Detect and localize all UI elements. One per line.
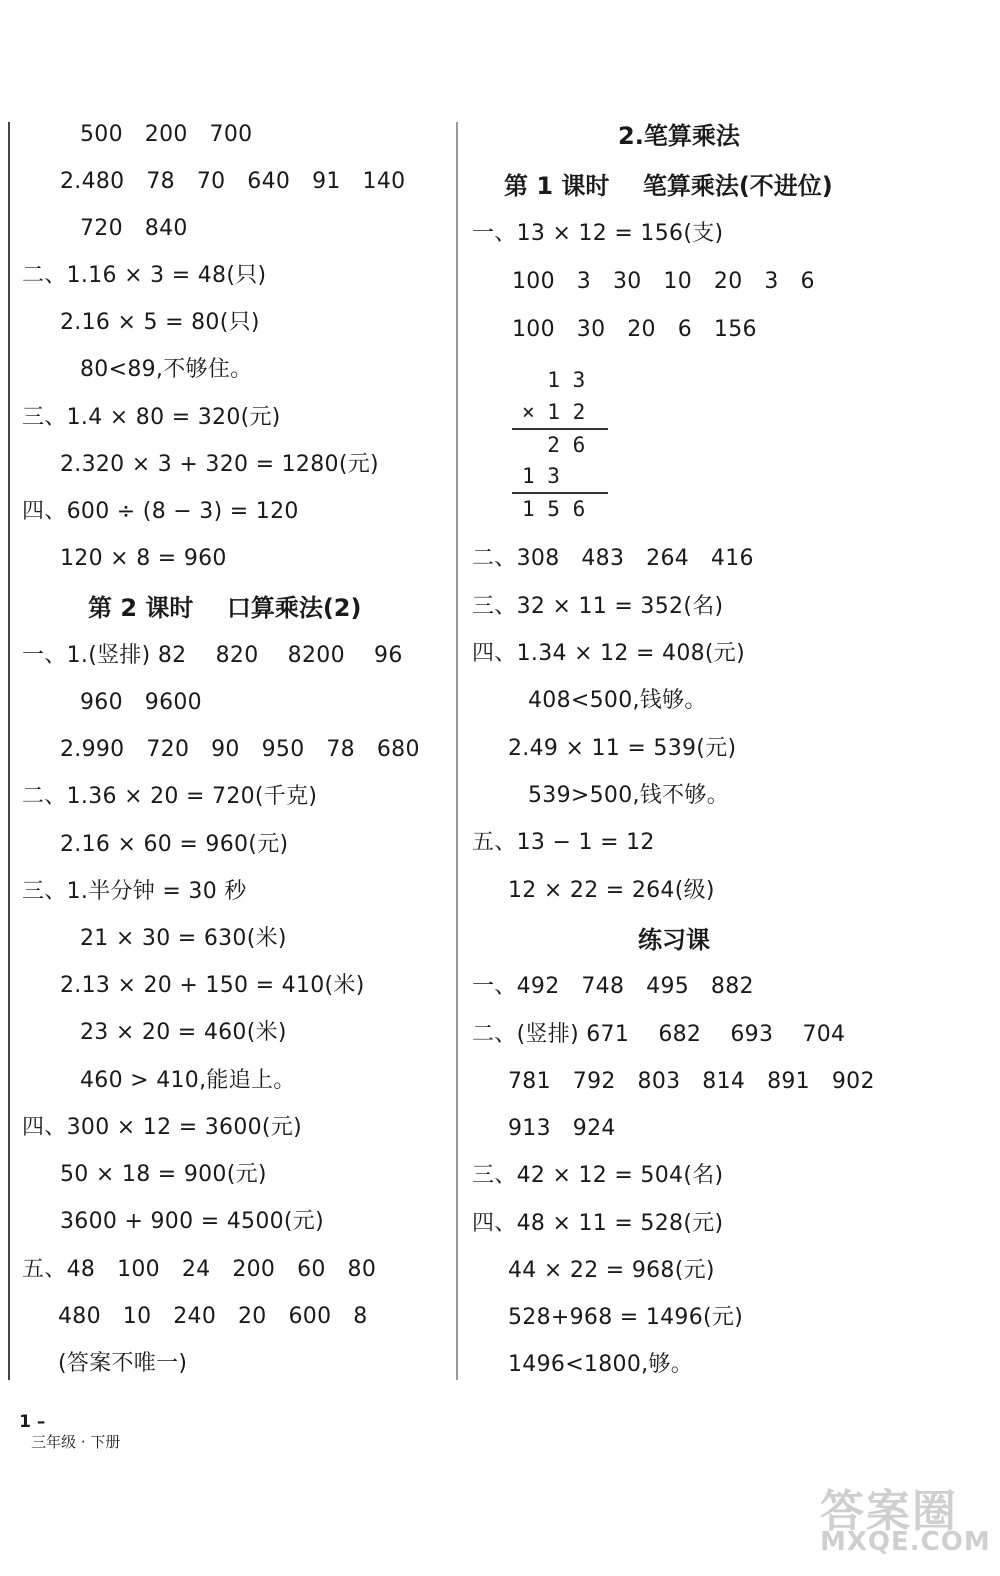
left-line-20: 460 > 410,能追上。 [80, 1068, 296, 1093]
calc-row-1: 1 3 [522, 368, 586, 392]
left-line-21: 四、300 × 12 = 3600(元) [22, 1115, 302, 1140]
left-line-9: 四、600 ÷ (8 − 3) = 120 [22, 499, 299, 524]
left-line-17: 21 × 30 = 630(米) [80, 926, 287, 951]
right-line-16: 三、42 × 12 = 504(名) [472, 1163, 724, 1188]
watermark-url: MXQE.COM [820, 1527, 991, 1557]
right-line-1: 一、13 × 12 = 156(支) [472, 221, 724, 246]
left-line-24: 五、48 100 24 200 60 80 [22, 1257, 377, 1282]
right-heading-section-2: 2.笔算乘法 [618, 122, 740, 150]
left-line-22: 50 × 18 = 900(元) [60, 1162, 267, 1187]
left-line-23: 3600 + 900 = 4500(元) [60, 1209, 324, 1234]
right-line-12: 一、492 748 495 882 [472, 974, 754, 999]
right-line-9: 539>500,钱不够。 [528, 783, 730, 808]
right-line-13: 二、(竖排) 671 682 693 704 [472, 1022, 846, 1047]
page-footer [0, 1392, 120, 1472]
calc-row-3: 2 6 [522, 433, 586, 457]
right-line-19: 528+968 = 1496(元) [508, 1305, 744, 1330]
left-line-15: 2.16 × 60 = 960(元) [60, 832, 289, 857]
right-line-8: 2.49 × 11 = 539(元) [508, 736, 737, 761]
left-line-25: 480 10 240 20 600 8 [58, 1304, 368, 1329]
left-line-11: 一、1.(竖排) 82 820 8200 96 [22, 643, 403, 668]
right-line-6: 四、1.34 × 12 = 408(元) [472, 641, 745, 666]
right-line-4: 二、308 483 264 416 [472, 546, 754, 571]
calc-row-5: 1 5 6 [522, 497, 586, 521]
left-line-6: 80<89,不够住。 [80, 357, 253, 382]
watermark-logo-text: 答案圈 [820, 1486, 958, 1537]
left-margin-rule [8, 122, 10, 1380]
left-line-8: 2.320 × 3 + 320 = 1280(元) [60, 452, 379, 477]
left-heading-lesson-2: 第 2 课时 口算乘法(2) [88, 594, 362, 622]
left-line-18: 2.13 × 20 + 150 = 410(米) [60, 973, 365, 998]
right-line-5: 三、32 × 11 = 352(名) [472, 594, 724, 619]
right-heading-lesson-1: 第 1 课时 笔算乘法(不进位) [504, 172, 833, 200]
right-line-14: 781 792 803 814 891 902 [508, 1069, 875, 1094]
left-line-10: 120 × 8 = 960 [60, 546, 227, 571]
right-line-11: 12 × 22 = 264(级) [508, 878, 715, 903]
left-line-19: 23 × 20 = 460(米) [80, 1020, 287, 1045]
grade-label: 三年级 · 下册 [31, 1433, 121, 1451]
left-line-2: 2.480 78 70 640 91 140 [60, 169, 406, 194]
page-number: 1 – [19, 1412, 46, 1432]
right-line-17: 四、48 × 11 = 528(元) [472, 1211, 724, 1236]
right-heading-practice: 练习课 [638, 926, 710, 954]
calc-row-4: 1 3 [522, 464, 586, 488]
right-line-18: 44 × 22 = 968(元) [508, 1258, 715, 1283]
site-watermark [820, 1475, 995, 1565]
column-divider [456, 122, 458, 1380]
left-line-26: (答案不唯一) [58, 1351, 188, 1376]
left-line-13: 2.990 720 90 950 78 680 [60, 737, 420, 762]
left-line-14: 二、1.36 × 20 = 720(千克) [22, 784, 318, 809]
left-line-5: 2.16 × 5 = 80(只) [60, 310, 260, 335]
right-line-10: 五、13 − 1 = 12 [472, 830, 655, 855]
left-line-1: 500 200 700 [80, 122, 253, 147]
left-line-12: 960 9600 [80, 690, 202, 715]
calc-row-2: × 1 2 [522, 400, 586, 424]
right-line-20: 1496<1800,够。 [508, 1352, 694, 1377]
left-line-7: 三、1.4 × 80 = 320(元) [22, 405, 281, 430]
right-line-2: 100 3 30 10 20 3 6 [512, 269, 815, 294]
right-line-15: 913 924 [508, 1116, 616, 1141]
right-line-3: 100 30 20 6 156 [512, 317, 757, 342]
left-line-16: 三、1.半分钟 = 30 秒 [22, 879, 247, 904]
right-line-7: 408<500,钱够。 [528, 688, 707, 713]
left-line-4: 二、1.16 × 3 = 48(只) [22, 263, 267, 288]
left-line-3: 720 840 [80, 216, 188, 241]
